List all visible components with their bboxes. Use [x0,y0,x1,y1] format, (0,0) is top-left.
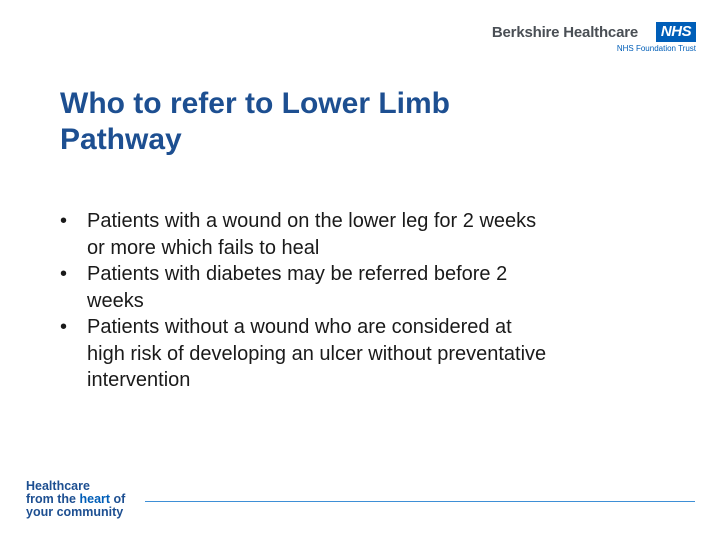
bullet-text: intervention [87,369,191,391]
tagline-emphasis: community [56,505,124,519]
bullet-text: weeks [87,289,144,312]
bullet-text: Patients without a wound who are considered at [87,316,512,338]
bullet-item [60,314,660,394]
tagline-line-3 [26,506,156,519]
bullet-text: high risk of developing an ulcer without preventative [87,342,547,365]
bullet-icon: • [60,263,68,285]
bullet-item [60,208,660,261]
bullet-icon: • [60,210,68,232]
nhs-logo: NHS [656,22,696,42]
footer-tagline-logo [26,480,156,520]
tagline-text: of [110,492,126,506]
bullet-text: Patients with a wound on the lower leg for 2 weeks [87,210,537,232]
tagline-text: from the [26,492,80,506]
bullet-list [60,208,660,394]
tagline-line-1: Healthcare [26,479,90,493]
tagline-text: your [26,505,57,519]
bullet-text: or more which fails to heal [87,236,320,259]
org-subtitle: NHS Foundation Trust [616,44,696,53]
bullet-item [60,261,660,314]
org-name: Berkshire Healthcare [491,24,638,41]
bullet-text: Patients with diabetes may be referred before 2 [87,263,508,285]
slide-title [60,86,620,158]
title-line-2: Pathway [60,123,182,156]
footer-divider [145,501,695,502]
title-line-1: Who to refer to Lower Limb [60,87,450,120]
bullet-icon: • [60,316,68,338]
org-logo [491,20,696,56]
tagline-emphasis: heart [79,492,111,506]
